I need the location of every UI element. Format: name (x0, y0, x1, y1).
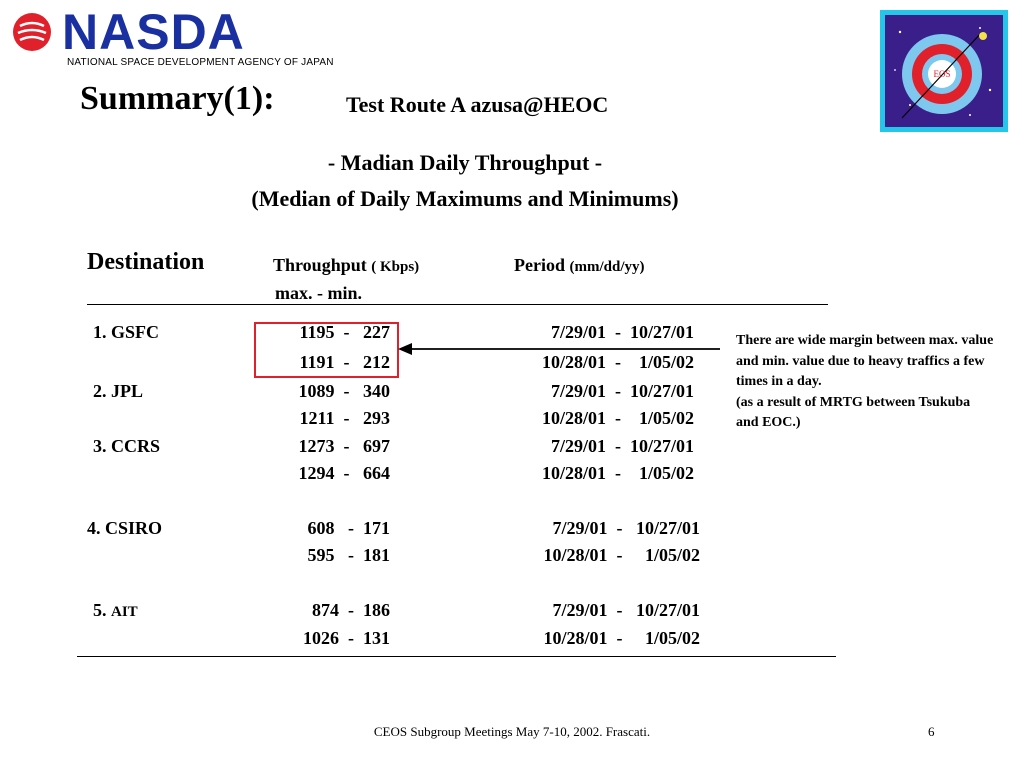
table-top-rule (87, 304, 828, 305)
agency-name: NATIONAL SPACE DEVELOPMENT AGENCY OF JAPAN (67, 57, 334, 68)
annotation-note (736, 331, 996, 434)
row-throughput: 1294 - 664 (298, 463, 390, 483)
row-period: 10/28/01 - 1/05/02 (542, 408, 694, 428)
row-period: 7/29/01 - 10/27/01 (551, 322, 694, 342)
highlight-box (254, 322, 399, 378)
row-throughput: 595 - 181 (307, 545, 390, 565)
note-text: There are wide margin between max. value and min. value due to heavy traffics a few times in a day. (736, 333, 994, 389)
row-throughput: 1026 - 131 (303, 628, 390, 648)
slide-footer: CEOS Subgroup Meetings May 7-10, 2002. Frascati. (373, 724, 651, 739)
row-period: 10/28/01 - 1/05/02 (543, 545, 700, 565)
row-throughput: 1191 - 212 (299, 352, 390, 372)
row-dest: 1. GSFC (93, 322, 160, 342)
column-header-period (514, 255, 645, 276)
row-dest-name: AIT (111, 604, 138, 620)
page-number: 6 (928, 724, 935, 739)
row-period: 7/29/01 - 10/27/01 (551, 381, 694, 401)
page-subtitle: Test Route A azusa@HEOC (346, 92, 609, 117)
section-heading: - Madian Daily Throughput - (327, 150, 603, 175)
column-header-destination: Destination (87, 249, 205, 275)
period-unit: (mm/dd/yy) (569, 259, 645, 275)
section-subheading: (Median of Daily Maximums and Minimums) (251, 186, 679, 211)
row-dest: 3. CCRS (93, 436, 161, 456)
nasda-emblem-icon (12, 12, 52, 52)
throughput-unit: ( Kbps) (371, 259, 420, 275)
row-period: 10/28/01 - 1/05/02 (542, 463, 694, 483)
row-throughput: 1273 - 697 (298, 436, 390, 456)
nasda-wordmark: NASDA (62, 4, 245, 60)
table-bottom-rule (77, 656, 836, 657)
column-subheader-maxmin: max. - min. (275, 283, 362, 303)
row-throughput: 1211 - 293 (299, 408, 390, 428)
arrow-left-icon (398, 340, 720, 358)
row-period: 7/29/01 - 10/27/01 (552, 518, 700, 538)
eos-label: EOS (933, 69, 951, 79)
row-dest (93, 600, 138, 621)
row-throughput: 1089 - 340 (298, 381, 390, 401)
throughput-label: Throughput (273, 255, 367, 275)
period-label: Period (514, 255, 565, 275)
row-dest: 2. JPL (93, 381, 144, 401)
row-period: 10/28/01 - 1/05/02 (542, 352, 694, 372)
row-throughput: 874 - 186 (312, 600, 390, 620)
row-period: 7/29/01 - 10/27/01 (551, 436, 694, 456)
page-title: Summary(1): (80, 80, 275, 117)
row-period: 10/28/01 - 1/05/02 (543, 628, 700, 648)
note-text-secondary: (as a result of MRTG between Tsukuba and EOC.) (736, 394, 971, 430)
row-throughput: 1195 - 227 (299, 322, 390, 342)
row-dest: 4. CSIRO (87, 518, 163, 538)
row-period: 7/29/01 - 10/27/01 (552, 600, 700, 620)
column-header-throughput (273, 255, 419, 276)
eos-badge (880, 10, 1008, 132)
row-throughput: 608 - 171 (307, 518, 390, 538)
row-dest-number: 5. (93, 600, 107, 620)
